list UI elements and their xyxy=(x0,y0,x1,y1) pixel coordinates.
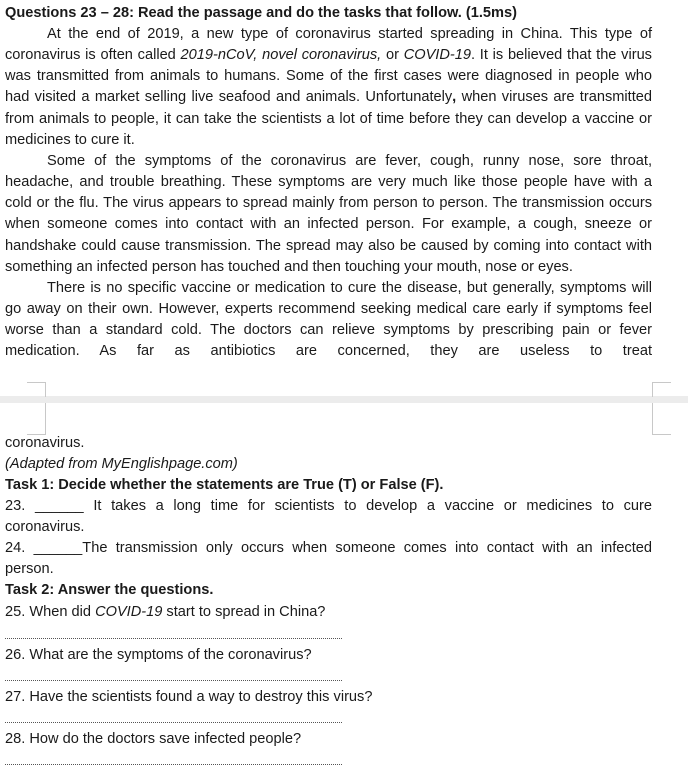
question-23 xyxy=(5,496,652,517)
crop-mark-top-left xyxy=(27,382,46,397)
passage-source: (Adapted from MyEnglishpage.com) xyxy=(5,456,238,472)
q24-number: 24. xyxy=(5,540,26,556)
crop-mark-top-right xyxy=(652,382,671,397)
task1-title: Task 1: Decide whether the statements are True (T) or False (F). xyxy=(5,477,444,493)
answer-line-25[interactable] xyxy=(5,638,342,639)
question-27: 27. Have the scientists found a way to destroy this virus? xyxy=(5,689,373,705)
document-page-2 xyxy=(0,403,688,772)
q24-answer-blank[interactable]: ______ xyxy=(33,540,83,556)
page-break xyxy=(0,396,688,403)
passage-continuation: coronavirus. xyxy=(5,435,85,451)
question-25 xyxy=(5,602,652,623)
passage-paragraph-2: Some of the symptoms of the coronavirus are fever, cough, runny nose, sore throat, headache, and trouble breathing. These symptoms are very much like those people have with a cold or the flu. The virus appears to spread mainly from person to person. The transmission occurs when someone comes into contact with an infected person. For example, a cough, sneeze or handshake could cause transmission. The spread may also be caused by coming into contact with something an infected person has touched and then touching your mouth, nose or eyes. xyxy=(5,152,652,275)
q23-number: 23. xyxy=(5,498,26,514)
question-26: 26. What are the symptoms of the coronavirus? xyxy=(5,647,312,663)
crop-mark-bottom-right xyxy=(652,403,671,435)
question-28: 28. How do the doctors save infected people? xyxy=(5,731,302,747)
p1-or: or xyxy=(381,47,404,64)
q23-statement: It takes a long time for scientists to develop a vaccine or medicines to cure xyxy=(93,498,652,514)
passage-paragraph-1 xyxy=(5,24,652,151)
q23-answer-blank[interactable]: ______ xyxy=(34,498,84,514)
answer-line-26[interactable] xyxy=(5,680,342,681)
question-24-cont: person. xyxy=(5,561,54,577)
p1-text-c: when viruses are transmitted from animals to people, it can take the scientists a lot of time before they can develop a vaccine or medicines to cure it. xyxy=(5,89,652,148)
q24-statement: The transmission only occurs when someone comes into contact with an infected xyxy=(82,540,653,556)
passage-paragraph-3: There is no specific vaccine or medication to cure the disease, but generally, symptoms will go away on their own. However, experts recommend seeking medical care early if symptoms feel worse than a standard cold. The doctors can relieve symptoms by prescribing pain or fever medication. As far as antibiotics are concerned, they are useless to treat xyxy=(5,279,652,360)
p1-text-a: At the end of 2019, a new type of coronavirus started spreading in China. This type of coronavirus is often called xyxy=(5,26,652,64)
answer-line-27[interactable] xyxy=(5,722,342,723)
questions-heading: Questions 23 – 28: Read the passage and do the tasks that follow. (1.5ms) xyxy=(5,5,517,21)
p1-virus-names: 2019-nCoV, novel coronavirus, xyxy=(180,47,382,64)
question-23-cont: coronavirus. xyxy=(5,519,85,535)
q25-text-a: 25. When did xyxy=(5,604,96,620)
task2-title: Task 2: Answer the questions. xyxy=(5,582,214,598)
p1-covid-name: COVID-19 xyxy=(403,47,471,64)
crop-mark-bottom-left xyxy=(27,403,46,435)
q25-covid-name: COVID-19 xyxy=(95,604,163,620)
answer-line-28[interactable] xyxy=(5,764,342,765)
p1-text-b: . It is believed that the virus was transmitted from animals to humans. Some of the first cases were diagnosed in people who had visited a market selling live seafood and animals. Unfortunately xyxy=(5,47,652,106)
question-24 xyxy=(5,538,652,559)
q25-text-b: start to spread in China? xyxy=(162,604,326,620)
p1-bold-comma: , xyxy=(452,89,457,106)
passage xyxy=(5,24,652,363)
